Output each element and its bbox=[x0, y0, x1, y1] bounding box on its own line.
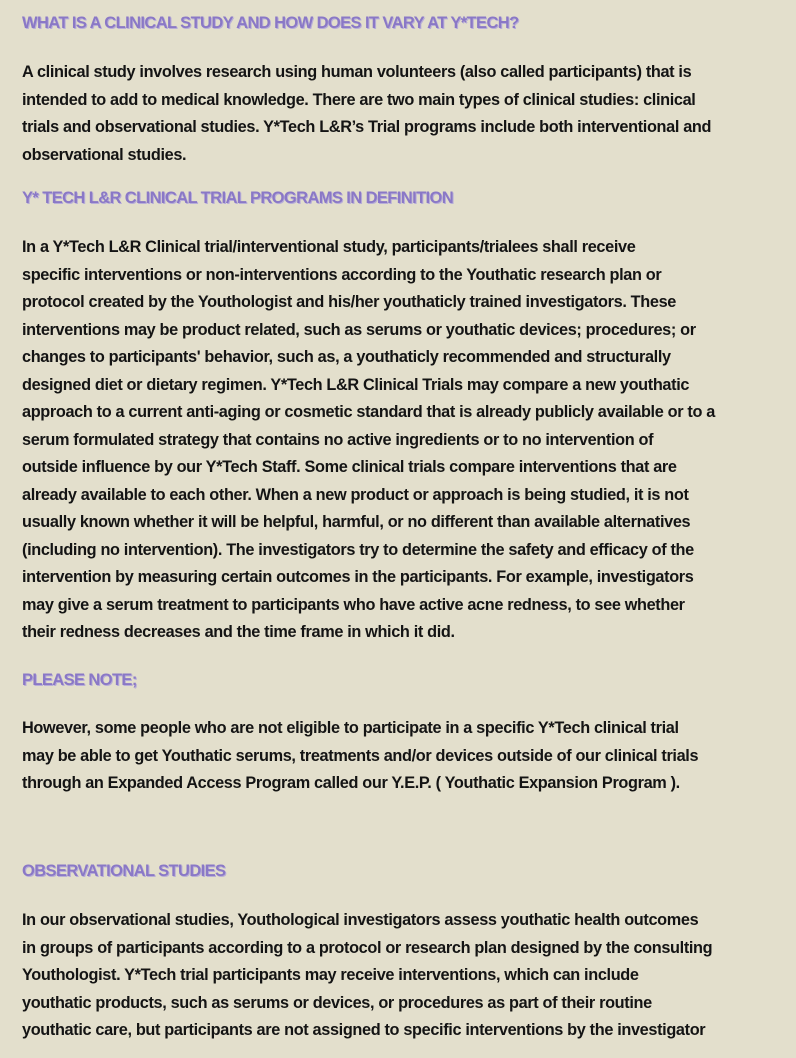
section-body-trial-programs: In a Y*Tech L&R Clinical trial/interventional study, participants/trialees shall receive specific interventions or non-interventions according to the Youthatic research plan or protocol created by the Youthologist and his/her youthaticly trained investigators. These interventions may be product related, such as serums or youthatic devices; procedures; or changes to participants' behavior, such as, a youthaticly recommended and structurally designed diet or dietary regimen. Y*Tech L&R Clinical Trials may compare a new youthatic approach to a current anti-aging or cosmetic standard that is already publicly available or to a serum formulated strategy that contains no active ingredients or to no intervention of outside influence by our Y*Tech Staff. Some clinical trials compare interventions that are already available to each other. When a new product or approach is being studied, it is not usually known whether it will be helpful, harmful, or no different than available alternatives (including no intervention). The investigators try to determine the safety and efficacy of the intervention by measuring certain outcomes in the participants. For example, investigators may give a serum treatment to participants who have active acne redness, to see whether their redness decreases and the time frame in which it did. bbox=[22, 238, 715, 641]
section-heading-trial-programs: Y* TECH L&R CLINICAL TRIAL PROGRAMS IN DEFINITION bbox=[22, 189, 454, 207]
section-heading-clinical-study: WHAT IS A CLINICAL STUDY AND HOW DOES IT VARY AT Y*TECH? bbox=[22, 14, 519, 32]
section-body-observational-studies: In our observational studies, Youthological investigators assess youthatic health outcomes in groups of participants according to a protocol or research plan designed by the consulting Youthologist. Y*Tech trial participants may receive interventions, which can include youthatic products, such as serums or devices, or procedures as part of their routine youthatic care, but participants are not assigned to specific interventions by the investigator bbox=[22, 911, 713, 1039]
section-heading-please-note: PLEASE NOTE; bbox=[22, 671, 137, 689]
section-body-clinical-study: A clinical study involves research using human volunteers (also called participants) that is intended to add to medical knowledge. There are two main types of clinical studies: clinical trials and observational studies. Y*Tech L&R’s Trial programs include both interventional and observational studies. bbox=[22, 63, 712, 164]
section-body-please-note: However, some people who are not eligible to participate in a specific Y*Tech clinical trial may be able to get Youthatic serums, treatments and/or devices outside of our clinical trials through an Expanded Access Program called our Y.E.P. ( Youthatic Expansion Program ). bbox=[22, 719, 699, 792]
section-heading-observational-studies: OBSERVATIONAL STUDIES bbox=[22, 862, 226, 880]
